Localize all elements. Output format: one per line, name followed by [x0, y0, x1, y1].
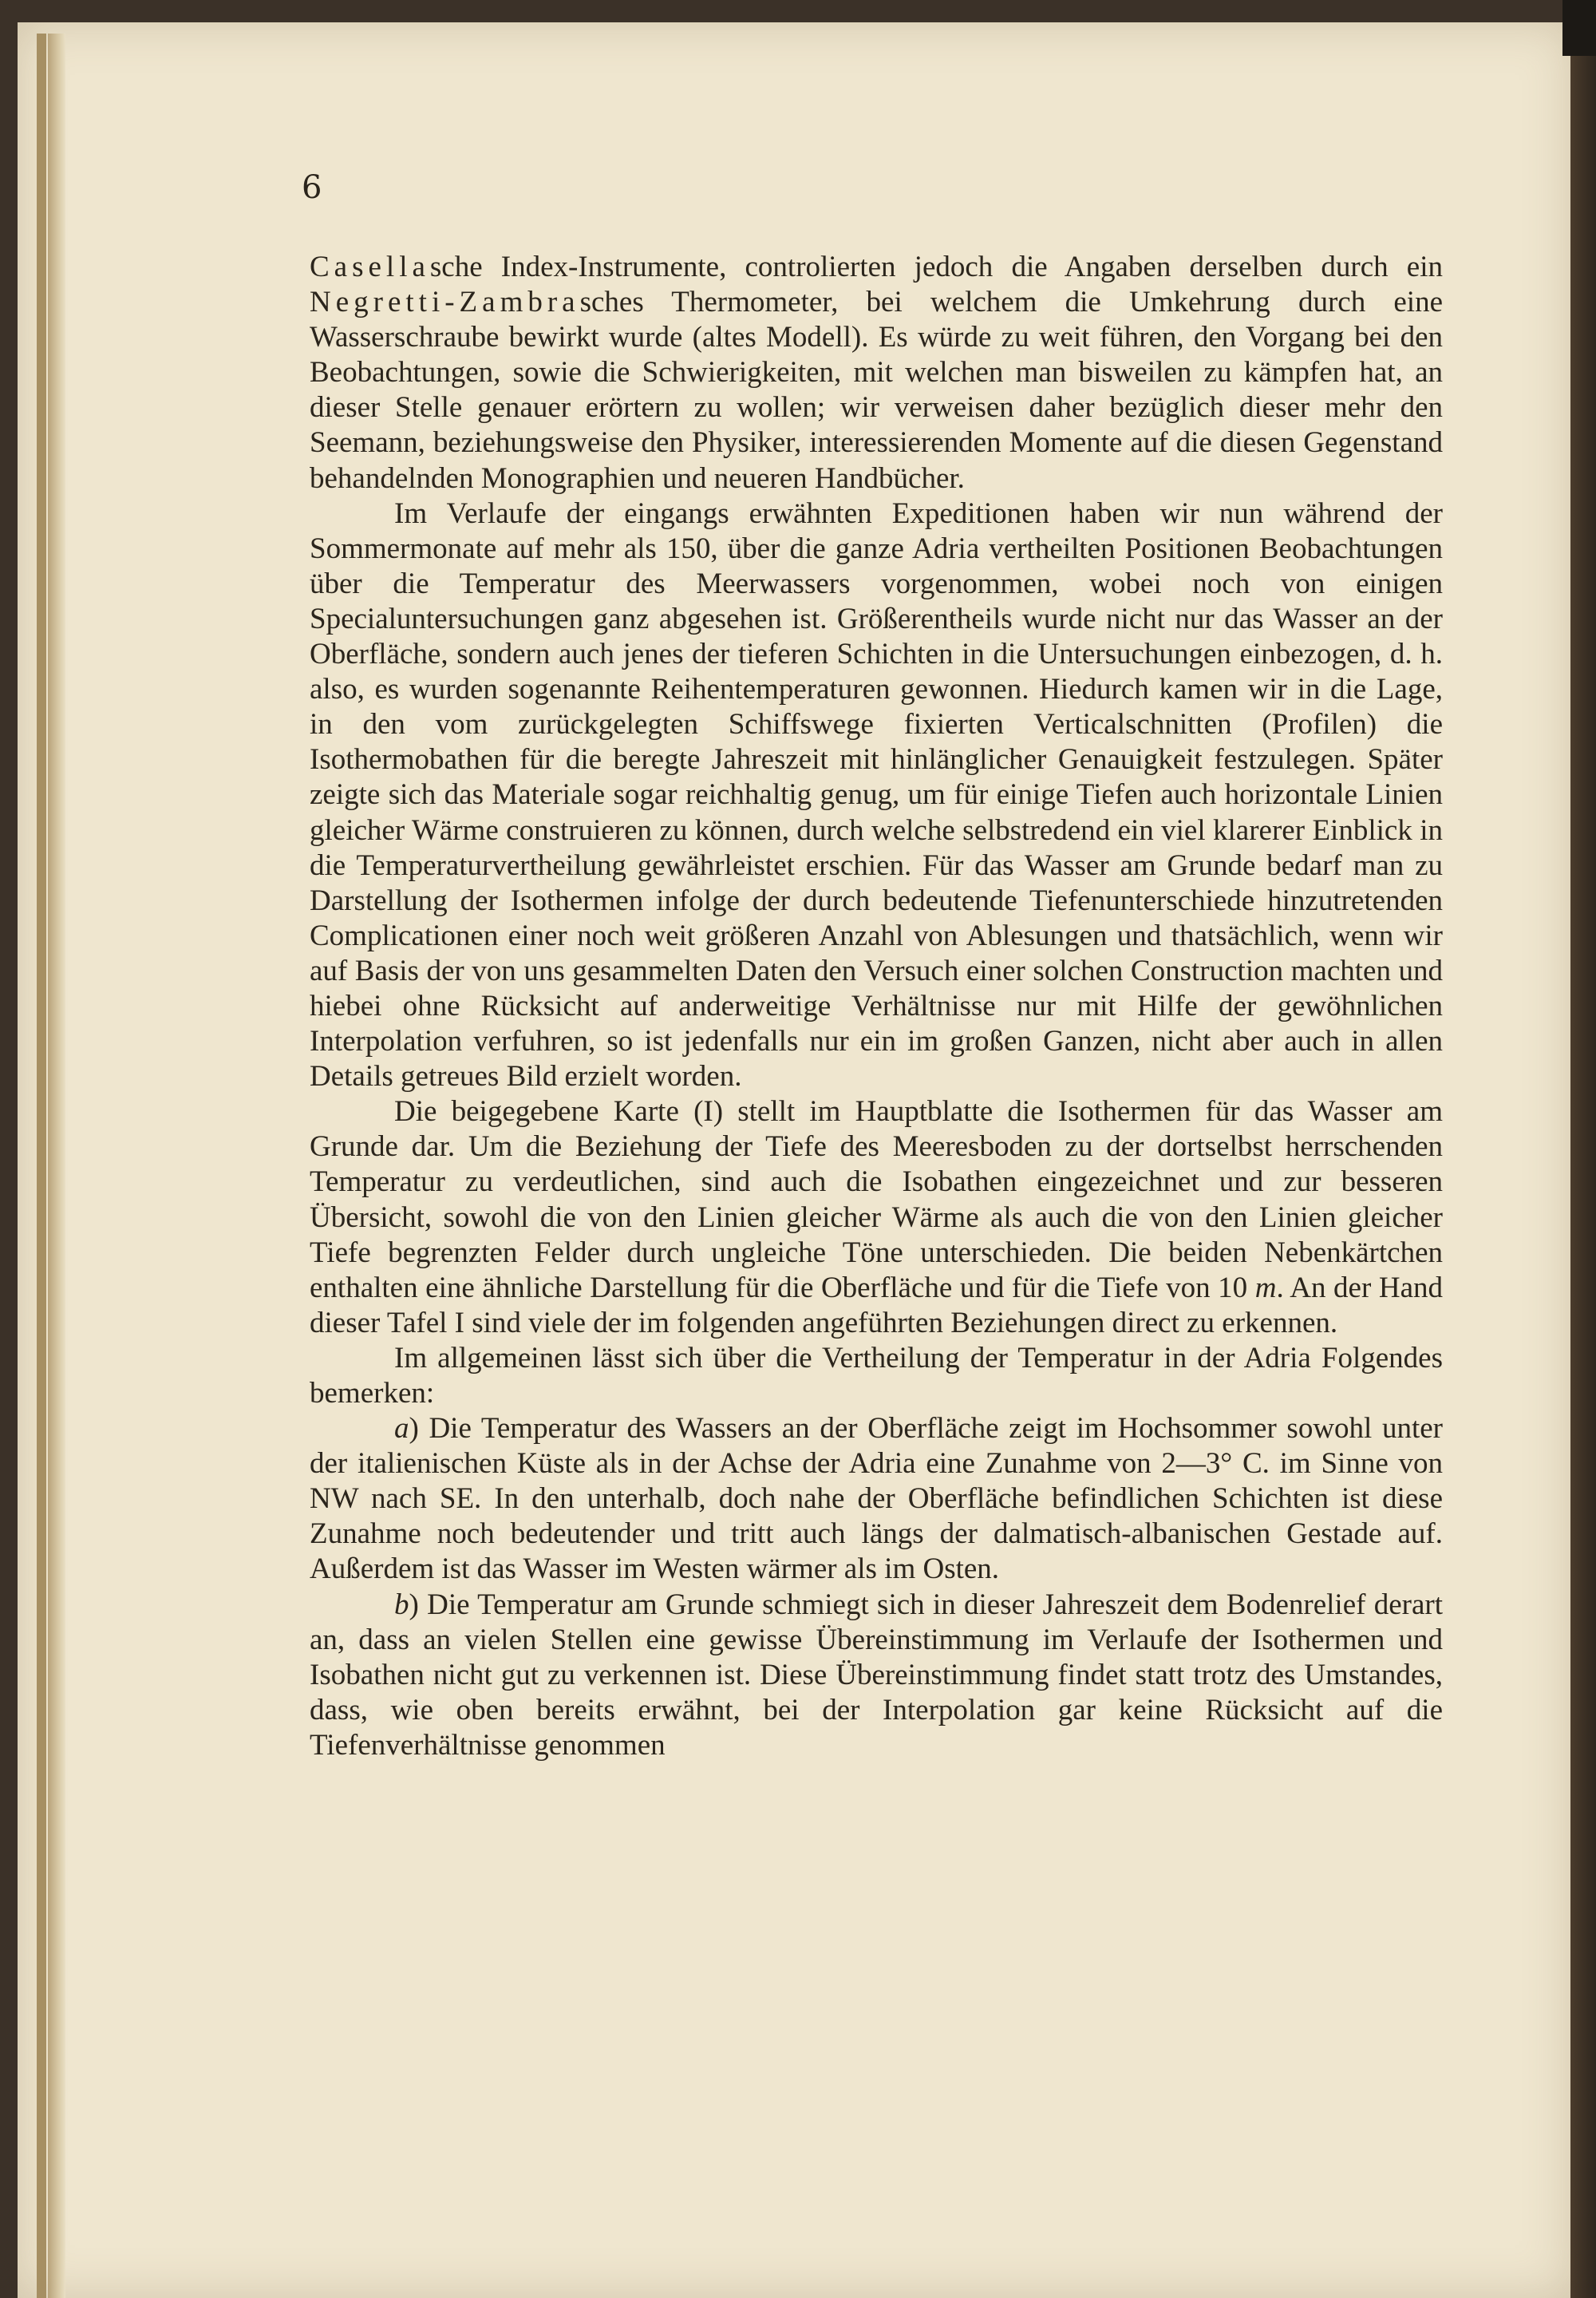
text-run: ) Die Temperatur des Wassers an der Oberfläche zeigt im Hochsommer sowohl unter der italienischen Küste als in der Achse der Adria eine Zunahme von 2—3° C. im Sinne von NW nach SE. In den unterhalb, doch nahe der Oberfläche befindlichen Schichten ist diese Zunahme noch bedeutender und tritt auch längs der dalmatisch-albanischen Gestade auf. Außerdem ist das Wasser im Westen wärmer als im Osten. [310, 1412, 1443, 1586]
spaced-name: Casella [310, 251, 430, 283]
text-run: sches Thermometer, bei welchem die Umkehrung durch eine Wasserschraube bewirkt wurde (altes Modell). Es würde zu weit führen, den Vorgang bei den Beobachtungen, sowie die Schwierigkeiten, mit welchen man bisweilen zu kämpfen hat, an dieser Stelle genauer erörtern zu wollen; wir verweisen daher bezüglich dieser mehr den Seemann, beziehungsweise den Physiker, interessierenden Momente auf die diesen Gegenstand behandelnden Monographien und neueren Handbücher. [310, 286, 1443, 495]
body-text [310, 250, 1443, 1763]
paragraph [310, 1341, 1443, 1411]
page-number: 6 [302, 169, 322, 206]
page-binding-shadow [37, 34, 46, 2298]
text-run: ) Die Temperatur am Grunde schmiegt sich in dieser Jahreszeit dem Bodenrelief derart an, dass an vielen Stellen eine gewisse Übereinstimmung im Verlaufe der Isothermen und Isobathen nicht gut zu verkennen ist. Diese Übereinstimmung findet statt trotz des Umstandes, dass, wie oben bereits erwähnt, bei der Interpolation gar keine Rücksicht auf die Tiefenverhältnisse genommen [310, 1588, 1443, 1762]
page-binding [48, 34, 65, 2298]
paragraph [310, 1094, 1443, 1341]
scan-corner-mark [1562, 0, 1596, 56]
paragraph [310, 250, 1443, 496]
text-run: Die beigegebene Karte (I) stellt im Hauptblatte die Isothermen für das Wasser am Grunde dar. Um die Beziehung der Tiefe des Meeresboden zu der dortselbst herrschenden Temperatur zu verdeutlichen, sind auch die Isobathen eingezeichnet und zur besseren Übersicht, sowohl die von den Linien gleicher Wärme als auch die von den Linien gleicher Tiefe begrenzten Felder durch ungleiche Töne unterschieden. Die beiden Nebenkärtchen enthalten eine ähnliche Darstellung für die Oberfläche und für die Tiefe von 10 [310, 1095, 1443, 1304]
text-run: . An der Hand dieser Tafel I sind viele der im folgenden angeführten Beziehungen direct zu erkennen. [310, 1271, 1444, 1339]
scan-right-edge [1570, 0, 1596, 2298]
paragraph [310, 496, 1443, 1095]
paragraph [310, 1411, 1443, 1587]
italic-text: b [394, 1588, 409, 1621]
italic-text: a [394, 1412, 409, 1446]
text-run: Im allgemeinen lässt sich über die Vertheilung der Temperatur in der Adria Folgendes bemerken: [310, 1341, 1443, 1410]
text-run: sche Index-Instrumente, controlierten jedoch die Angaben derselben durch ein [429, 251, 1443, 283]
paragraph [310, 1588, 1443, 1763]
spaced-name: Negretti-Zambra [310, 286, 580, 319]
text-run: Im Verlaufe der eingangs erwähnten Expeditionen haben wir nun während der Sommermonate auf mehr als 150, über die ganze Adria vertheilten Positionen Beobachtungen über die Temperatur des Meerwassers vorgenommen, wobei noch von einigen Specialuntersuchungen ganz abgesehen ist. Größerentheils wurde nicht nur das Wasser an der Oberfläche, sondern auch jenes der tieferen Schichten in die Untersuchungen einbezogen, d. h. also, es wurden sogenannte Reihentemperaturen gewonnen. Hiedurch kamen wir in die Lage, in den vom zurückgelegten Schiffswege fixierten Verticalschnitten (Profilen) die Isothermobathen für die beregte Jahreszeit mit hinlänglicher Genauigkeit festzulegen. Später zeigte sich das Materiale sogar reichhaltig genug, um für einige Tiefen auch horizontale Linien gleicher Wärme construieren zu können, durch welche selbstredend ein viel klarerer Einblick in die Temperaturvertheilung gewährleistet erschien. Für das Wasser am Grunde bedarf man zu Darstellung der Isothermen infolge der durch bedeutende Tiefenunterschiede hinzutretenden Complicationen einer noch weit größeren Anzahl von Ablesungen und thatsächlich, wenn wir auf Basis der von uns gesammelten Daten den Versuch einer solchen Construction machten und hiebei ohne Rücksicht auf anderweitige Verhältnisse nur mit Hilfe der gewöhnlichen Interpolation verfuhren, so ist jedenfalls nur ein im großen Ganzen, nicht aber auch in allen Details getreues Bild erzielt worden. [310, 496, 1443, 1094]
italic-text: m [1254, 1271, 1277, 1304]
